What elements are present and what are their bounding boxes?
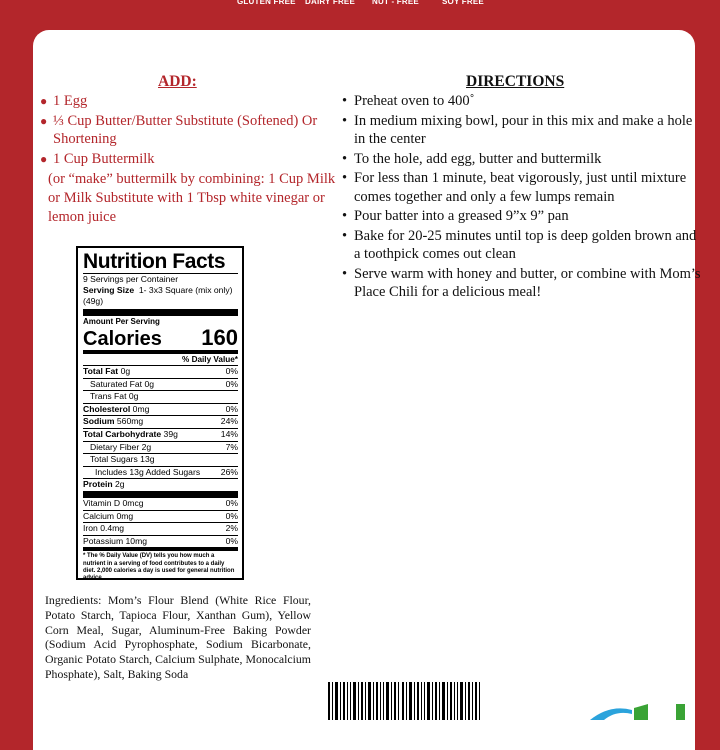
- bullet-icon: ●: [40, 114, 48, 128]
- bullet-icon: •: [342, 208, 348, 224]
- directions-heading: DIRECTIONS: [466, 73, 565, 90]
- table-row: Calcium 0mg 0%: [83, 510, 238, 521]
- list-item: • In medium mixing bowl, pour in this mix and make a hole in the center: [342, 112, 693, 147]
- divider: [83, 309, 238, 316]
- table-row: Potassium 10mg 0%: [83, 535, 238, 546]
- bullet-icon: •: [342, 170, 348, 186]
- table-row: Saturated Fat 0g 0%: [83, 378, 238, 391]
- list-item: • To the hole, add egg, butter and buttermilk: [342, 150, 602, 167]
- bullet-icon: •: [342, 227, 348, 244]
- serving-size: Serving Size 1- 3x3 Square (mix only) (49g): [83, 285, 233, 306]
- table-row: Dietary Fiber 2g 7%: [83, 441, 238, 454]
- table-row: Cholesterol 0mg 0%: [83, 403, 238, 414]
- list-item: ● ⅓ Cup Butter/Butter Substitute (Softened) Or Shortening: [40, 113, 318, 147]
- table-row: Total Fat 0g 0%: [83, 366, 238, 376]
- servings-per-container: 9 Servings per Container: [83, 274, 179, 284]
- certification-logo-icon: [590, 704, 690, 720]
- list-item: • Serve warm with honey and butter, or combine with Mom’s Place Chili for a delicious meal!: [342, 265, 701, 300]
- daily-value-header: % Daily Value*: [182, 355, 238, 364]
- list-item: ● 1 Egg: [40, 93, 88, 109]
- list-item: • For less than 1 minute, beat vigorously, just until mixture comes together and only a few lumps remain: [342, 170, 687, 205]
- add-heading: ADD:: [158, 73, 197, 90]
- bullet-icon: •: [342, 112, 348, 129]
- buttermilk-note: (or “make” buttermilk by combining: 1 Cup Milk or Milk Substitute with 1 Tbsp white vinegar or lemon juice: [48, 171, 336, 225]
- list-item: ● 1 Cup Buttermilk: [40, 151, 155, 167]
- bullet-icon: •: [342, 93, 348, 109]
- table-row: Protein 2g: [83, 478, 238, 491]
- bullet-icon: •: [342, 265, 348, 282]
- list-item: • Pour batter into a greased 9”x 9” pan: [342, 208, 569, 224]
- divider: [83, 491, 238, 498]
- amount-per-serving: Amount Per Serving: [83, 317, 160, 326]
- table-row: Sodium 560mg 24%: [83, 416, 238, 427]
- bullet-icon: ●: [40, 152, 48, 166]
- table-row: Trans Fat 0g: [83, 390, 238, 403]
- table-row: Vitamin D 0mcg 0%: [83, 497, 238, 508]
- list-item: • Preheat oven to 400˚: [342, 93, 475, 109]
- gluten-free-label: GLUTEN FREE: [237, 0, 296, 6]
- calories-row: Calories 160: [83, 325, 238, 350]
- add-list: [40, 92, 340, 227]
- nut-free-label: NUT - FREE: [372, 0, 419, 6]
- bullet-icon: ●: [40, 94, 48, 108]
- top-banner: [0, 0, 720, 30]
- directions-list: [342, 92, 702, 303]
- table-row: Iron 0.4mg 2%: [83, 523, 238, 534]
- ingredients-text: Ingredients: Mom’s Flour Blend (White Rice Flour, Potato Starch, Tapioca Flour, Xanthan Gum), Yellow Corn Meal, Sugar, Aluminum-Free Baking Powder (Sodium Acid Pyrophosphate, Sodium Bicarbonate, Organic Potato Starch, Calcium Sulphate, Monocalcium Phosphate), Salt, Baking Soda: [45, 593, 311, 681]
- soy-free-label: SOY FREE: [442, 0, 484, 6]
- list-item: • Bake for 20-25 minutes until top is deep golden brown and a toothpick comes out clean: [342, 227, 697, 262]
- dairy-free-label: DAIRY FREE: [305, 0, 356, 6]
- nutrition-title: Nutrition Facts: [83, 250, 226, 273]
- table-row: Total Carbohydrate 39g 14%: [83, 428, 238, 439]
- table-row: Includes 13g Added Sugars 26%: [83, 466, 238, 479]
- daily-value-footnote: * The % Daily Value (DV) tells you how much a nutrient in a serving of food contributes to a daily diet. 2,000 calories a day is used for general nutrition advice.: [83, 553, 235, 581]
- table-row: Total Sugars 13g: [83, 453, 238, 466]
- divider: [83, 547, 238, 551]
- nutrition-facts-panel: [76, 246, 244, 580]
- bullet-icon: •: [342, 150, 348, 167]
- barcode-icon: [328, 682, 480, 720]
